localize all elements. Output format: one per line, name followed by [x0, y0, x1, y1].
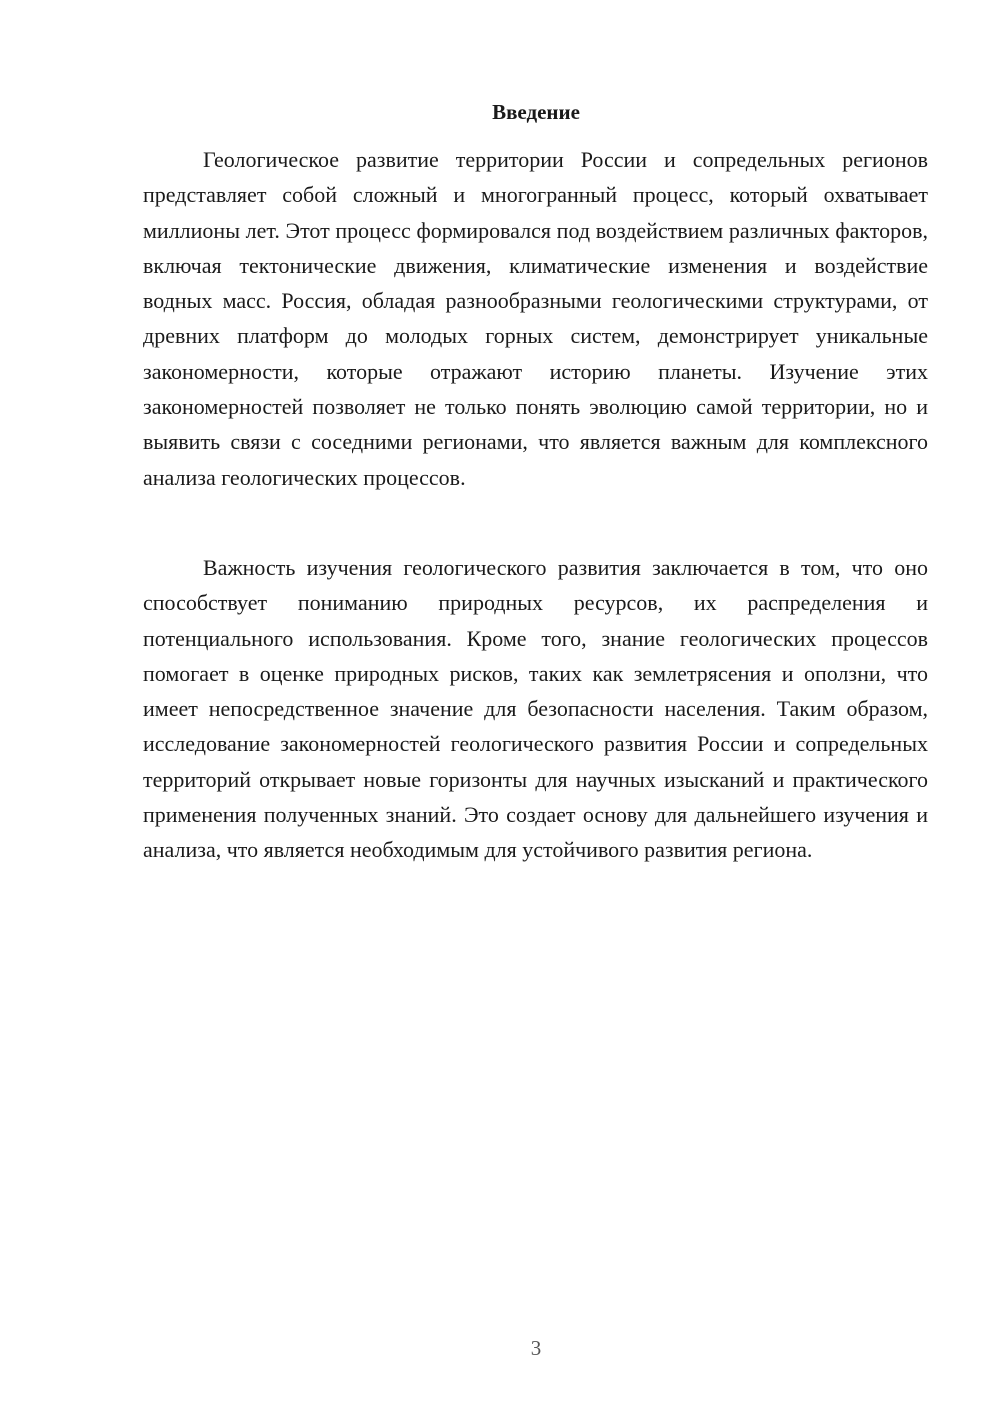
section-heading: Введение	[492, 100, 580, 124]
paragraph-1: Геологическое развитие территории России и сопредельных регионов представляет собой сложный и многогранный процесс, который охватывает миллионы лет. Этот процесс формировался под воздействием различных факторов, включая тектонические движения, климатические изменения и воздействие водных масс. Россия, обладая разнообразными геологическими структурами, от древних платформ до молодых горных систем, демонстрирует уникальные закономерности, которые отражают историю планеты. Изучение этих закономерностей позволяет не только понять эволюцию самой территории, но и выявить связи с соседними регионами, что является важным для комплексного анализа геологических процессов.	[143, 147, 928, 490]
paragraph-2: Важность изучения геологического развития заключается в том, что оно способствует пониманию природных ресурсов, их распределения и потенциального использования. Кроме того, знание геологических процессов помогает в оценке природных рисков, таких как землетрясения и оползни, что имеет непосредственное значение для безопасности населения. Таким образом, исследование закономерностей геологического развития России и сопредельных территорий открывает новые горизонты для научных изысканий и практического применения полученных знаний. Это создает основу для дальнейшего изучения и анализа, что является необходимым для устойчивого развития региона.	[143, 555, 928, 863]
page-number: 3	[530, 1336, 542, 1360]
